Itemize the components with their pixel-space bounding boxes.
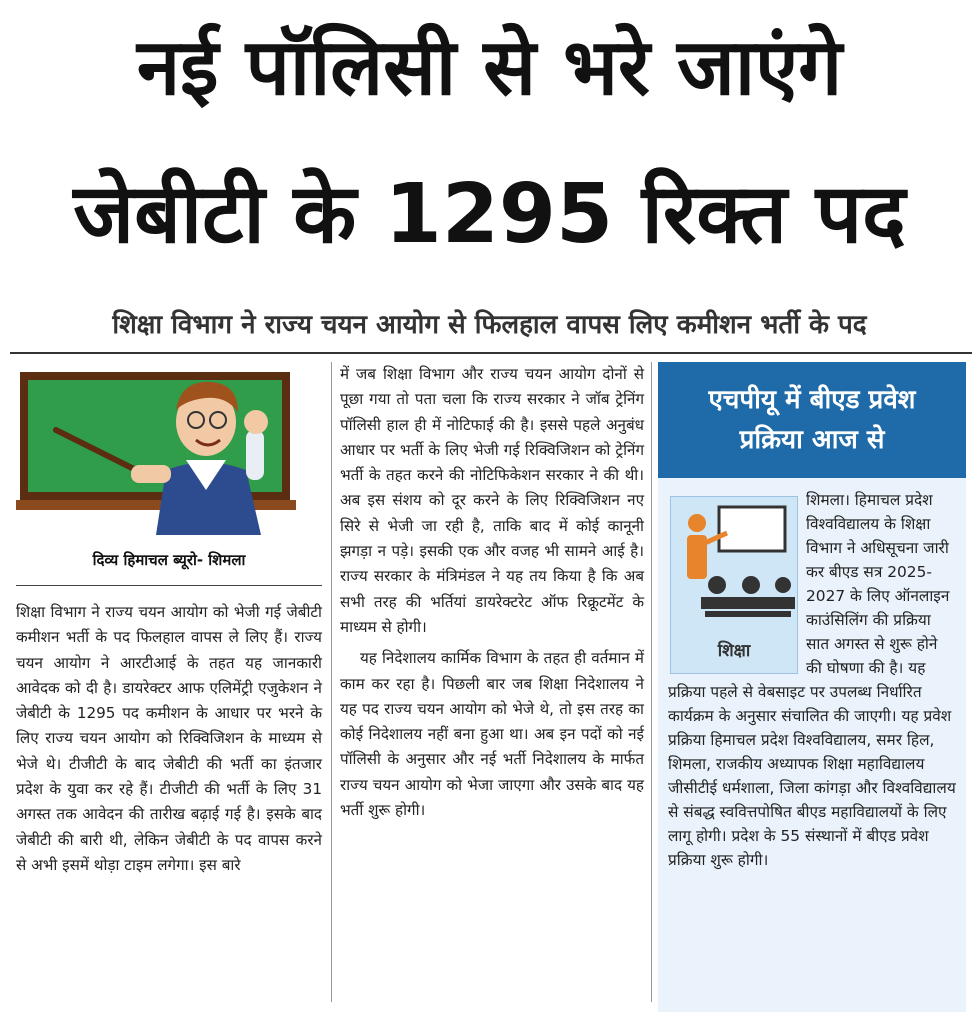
article-column-2 bbox=[340, 362, 644, 823]
byline-rule bbox=[16, 585, 322, 586]
column2-paragraph-2: यह निदेशालय कार्मिक विभाग के तहत ही वर्तमान में काम कर रहा है। पिछली बार जब शिक्षा निदेशालय ने यह पद राज्य चयन आयोग को भेजे थे, तो इस तरह का कोई निदेशालय नहीं बना हुआ था। अब इन पदों को नई पॉलिसी के अनुसार और नई भर्ती निदेशालय के मार्फत राज्य चयन आयोग को भेजा जाएगा और उसके बाद यह भर्ती शुरू होगी। bbox=[340, 649, 644, 820]
sidebar-body bbox=[668, 488, 958, 872]
sidebar-title-line-1: एचपीयू में बीएड प्रवेश bbox=[708, 385, 916, 415]
sidebar-title bbox=[658, 362, 966, 478]
headline-line-2: जेबीटी के 1295 रिक्त पद bbox=[73, 167, 906, 262]
column2-paragraph-1: में जब शिक्षा विभाग और राज्य चयन आयोग दोनों से पूछा गया तो पता चला कि राज्य सरकार ने जॉब ट्रेनिंग पॉलिसी हाल ही में नोटिफाई की है। इससे पहले अनुबंध आधार पर भर्ती के लिए भेजी गई रिक्विजिशन को ट्रेनिंग भर्ती के तहत करने की नोटिफिकेशन सरकार ने की थी। अब इस संशय को दूर करने के लिए रिक्विजिशन नए सिरे से भेजी जा रही है, ताकि बाद में कोई कानूनी झगड़ा न पड़े। इसकी एक और वजह भी सामने आई है। राज्य सरकार के मंत्रिमंडल ने यह तय किया है कि अब सभी तरह की भर्तियां डायरेक्टरेट ऑफ रिक्रूटमेंट के माध्यम से होगी। bbox=[340, 365, 644, 636]
column1-paragraph: शिक्षा विभाग ने राज्य चयन आयोग को भेजी गई जेबीटी कमीशन भर्ती के पद फिलहाल वापस ले लिए हैं। राज्य चयन आयोग ने आरटीआई के तहत यह जानकारी आवेदक को दी है। डायरेक्टर आफ एलिमेंट्री एजुकेशन ने जेबीटी के 1295 पद कमीशन के आधार पर भरने के लिए राज्य चयन आयोग को रिक्विजिशन के माध्यम से भेजे थे। टीजीटी के बाद जेबीटी की भर्ती का इंतजार प्रदेश के युवा कर रहे हैं। टीजीटी की भर्ती के लिए 31 अगस्त तक आवेदन की तारीख बढ़ाई गई है। इसके बाद जेबीटी की बारी थी, लेकिन जेबीटी के पद वापस करने से अभी इसमें थोड़ा टाइम लगेगा। इस बारे bbox=[16, 603, 322, 874]
column-divider bbox=[651, 362, 652, 1002]
icon-label: शिक्षा bbox=[717, 641, 751, 661]
subheadline: शिक्षा विभाग ने राज्य चयन आयोग से फिलहाल वापस लिए कमीशन भर्ती के पद bbox=[112, 310, 867, 340]
column-divider bbox=[331, 362, 332, 1002]
section-rule bbox=[10, 352, 972, 354]
article-column-1 bbox=[16, 600, 322, 878]
byline: दिव्य हिमाचल ब्यूरो- शिमला bbox=[92, 551, 246, 569]
headline-line-1: नई पॉलिसी से भरे जाएंगे bbox=[136, 23, 843, 113]
sidebar-text: शिमला। हिमाचल प्रदेश विश्वविद्यालय के शिक्षा विभाग ने अधिसूचना जारी कर बीएड सत्र 2025-2027 के लिए ऑनलाइन काउंसिलिंग की प्रक्रिया सात अगस्त से शुरू होने की घोषणा की है। यह प्रक्रिया पहले से वेबसाइट पर उपलब्ध निर्धारित कार्यक्रम के अनुसार संचालित की जाएगी। यह प्रवेश प्रक्रिया हिमाचल प्रदेश विश्वविद्यालय, समर हिल, शिमला, राजकीय अध्यापक शिक्षा महाविद्यालय जीसीटीई धर्मशाला, जिला कांगड़ा और विश्वविद्यालय से संबद्ध स्ववित्तपोषित बीएड महाविद्यालयों के लिए लागू होगी। प्रदेश के 55 संस्थानों में बीएड प्रवेश प्रक्रिया शुरू होगी। bbox=[668, 491, 956, 869]
sidebar-news-box bbox=[658, 362, 966, 1012]
teacher-chalkboard-icon bbox=[16, 360, 322, 540]
teacher-illustration bbox=[16, 360, 322, 540]
sidebar-title-line-2: प्रक्रिया आज से bbox=[739, 425, 885, 455]
